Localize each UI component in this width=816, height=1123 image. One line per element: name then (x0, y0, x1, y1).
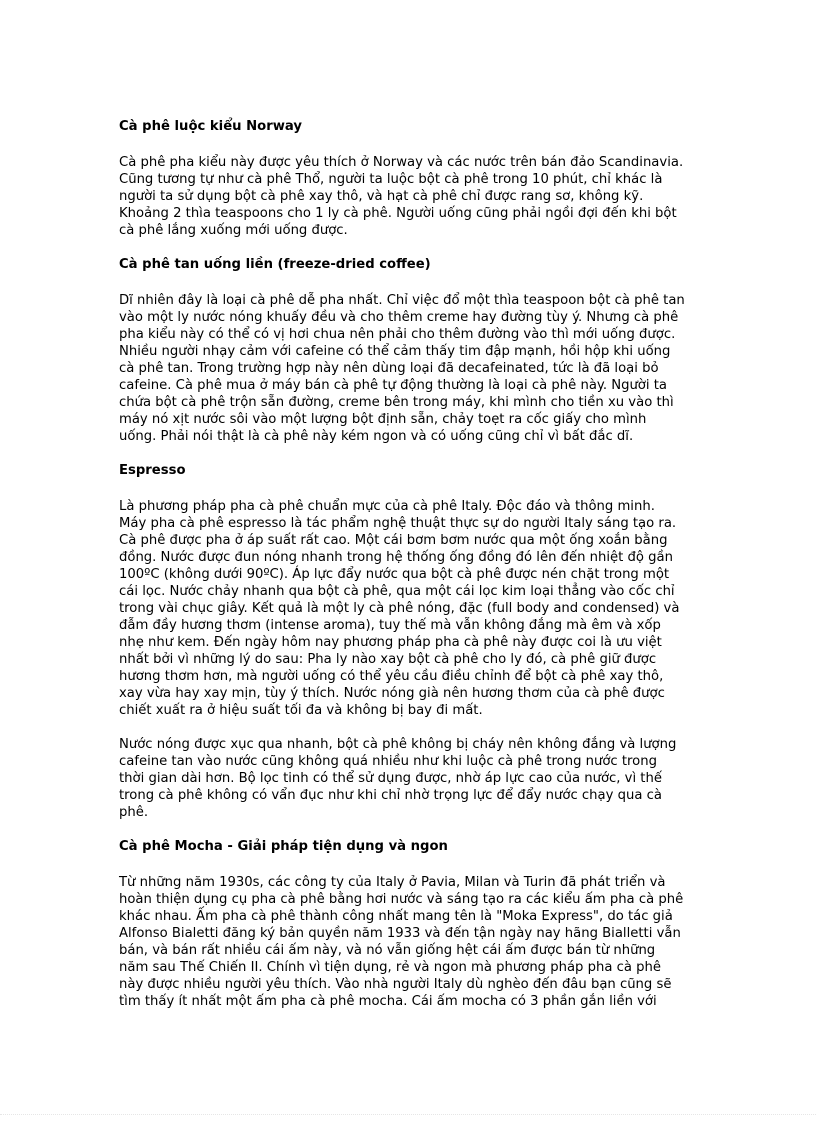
text-line: chứa bột cà phê trộn sẵn đường, creme bên trong máy, khi mình cho tiền xu vào thì (119, 395, 674, 410)
text-line: chiết xuất ra ở hiệu suất tối đa và không bị bay đi mất. (119, 703, 483, 718)
text-line: phê. (119, 805, 149, 820)
paragraph (119, 736, 701, 821)
text-line: hoàn thiện dụng cụ pha cà phê bằng hơi nước và sáng tạo ra các kiểu ấm pha cà phê (119, 892, 684, 907)
text-line: thời gian dài hơn. Bộ lọc tinh có thể sử dụng được, nhờ áp lực cao của nước, vì thế (119, 771, 662, 786)
text-line: Nhiều người nhạy cảm với cafeine có thể cảm thấy tim đập mạnh, hồi hộp khi uống (119, 344, 671, 359)
section-mocha-coffee (119, 838, 701, 1010)
text-line: máy nó xịt nước sôi vào một lượng bột định sẵn, chảy toẹt ra cốc giấy cho mình (119, 412, 647, 427)
text-line: cà phê lắng xuống mới uống được. (119, 223, 348, 238)
text-line: cafeine tan vào nước cũng không quá nhiều như khi luộc cà phê trong nước trong (119, 754, 657, 769)
text-line: năm sau Thế Chiến II. Chính vì tiện dụng, rẻ và ngon mà phương pháp pha cà phê (119, 960, 661, 975)
text-line: Từ những năm 1930s, các công ty của Italy ở Pavia, Milan và Turin đã phát triển và (119, 875, 666, 890)
paragraph (119, 498, 701, 719)
text-line: pha kiểu này có thể có vị hơi chua nên phải cho thêm đường vào thì mới uống được. (119, 327, 676, 342)
paragraph (119, 154, 701, 239)
text-line: này được nhiều người yêu thích. Vào nhà người Italy dù nghèo đến đâu bạn cũng sẽ (119, 977, 672, 992)
text-line: tìm thấy ít nhất một ấm pha cà phê mocha. Cái ấm mocha có 3 phần gắn liền với (119, 994, 657, 1009)
text-line: Dĩ nhiên đây là loại cà phê dễ pha nhất. Chỉ việc đổ một thìa teaspoon bột cà phê tan (119, 293, 685, 308)
text-line: cái lọc. Nước chảy nhanh qua bột cà phê, qua một cái lọc kim loại thẳng vào cốc chỉ (119, 584, 675, 599)
document-page (119, 118, 701, 1027)
text-line: hương thơm hơn, mà người uống có thể yêu cầu điều chỉnh để bột cà phê xay thô, (119, 669, 664, 684)
section-instant-coffee (119, 256, 701, 445)
text-line: Cà phê được pha ở áp suất rất cao. Một cái bơm bơm nước qua một ống xoắn bằng (119, 533, 668, 548)
text-line: nhất bởi vì những lý do sau: Pha ly nào xay bột cà phê cho ly đó, cà phê giữ được (119, 652, 657, 667)
section-heading: Cà phê luộc kiểu Norway (119, 119, 302, 134)
section-espresso (119, 462, 701, 821)
section-norway-coffee (119, 118, 701, 239)
text-line: cafeine. Cà phê mua ở máy bán cà phê tự động thường là loại cà phê này. Người ta (119, 378, 667, 393)
text-line: nhẹ như kem. Đến ngày hôm nay phương pháp pha cà phê này được coi là ưu việt (119, 635, 662, 650)
text-line: trong cà phê không có vẩn đục như khi chỉ nhờ trọng lực để đẩy nước chạy qua cà (119, 788, 662, 803)
section-heading: Cà phê Mocha - Giải pháp tiện dụng và ngon (119, 839, 448, 854)
text-line: trong vài chục giây. Kết quả là một ly cà phê nóng, đặc (full body and condensed) và (119, 601, 680, 616)
text-line: Alfonso Bialetti đăng ký bản quyền năm 1933 và đến tận ngày nay hãng Bialletti vẫn (119, 926, 681, 941)
text-line: Là phương pháp pha cà phê chuẩn mực của cà phê Italy. Độc đáo và thông minh. (119, 499, 655, 514)
text-line: Cà phê pha kiểu này được yêu thích ở Norway và các nước trên bán đảo Scandinavia. (119, 155, 684, 170)
text-line: Khoảng 2 thìa teaspoons cho 1 ly cà phê. Người uống cũng phải ngồi đợi đến khi bột (119, 206, 677, 221)
text-line: xay vừa hay xay mịn, tùy ý thích. Nước nóng già nên hương thơm của cà phê được (119, 686, 665, 701)
paragraph (119, 874, 701, 1010)
page-bottom-border (0, 1114, 816, 1115)
text-line: người ta sử dụng bột cà phê xay thô, và hạt cà phê chỉ được rang sơ, không kỹ. (119, 189, 644, 204)
paragraph (119, 292, 701, 445)
text-line: đẫm đầy hương thơm (intense aroma), tuy thế mà vẫn không đắng mà êm và xốp (119, 618, 661, 633)
text-line: bán, và bán rất nhiều cái ấm này, và nó vẫn giống hệt cái ấm được bán từ những (119, 943, 656, 958)
text-line: Máy pha cà phê espresso là tác phẩm nghệ thuật thực sự do người Italy sáng tạo ra. (119, 516, 677, 531)
text-line: cà phê tan. Trong trường hợp này nên dùng loại đã decafeinated, tức là đã loại bỏ (119, 361, 659, 376)
text-line: khác nhau. Ấm pha cà phê thành công nhất mang tên là "Moka Express", do tác giả (119, 909, 673, 924)
text-line: Cũng tương tự như cà phê Thổ, người ta luộc bột cà phê trong 10 phút, chỉ khác là (119, 172, 663, 187)
text-line: đồng. Nước được đun nóng nhanh trong hệ thống ống đồng đó lên đến nhiệt độ gần (119, 550, 673, 565)
text-line: 100ºC (không dưới 90ºC). Áp lực đẩy nước qua bột cà phê được nén chặt trong một (119, 567, 670, 582)
section-heading: Espresso (119, 463, 186, 478)
text-line: Nước nóng được xục qua nhanh, bột cà phê không bị cháy nên không đắng và lượng (119, 737, 677, 752)
text-line: uống. Phải nói thật là cà phê này kém ngon và có uống cũng chỉ vì bất đắc dĩ. (119, 429, 634, 444)
text-line: vào một ly nước nóng khuấy đều và cho thêm creme hay đường tùy ý. Nhưng cà phê (119, 310, 679, 325)
section-heading: Cà phê tan uống liền (freeze-dried coffee) (119, 257, 431, 272)
